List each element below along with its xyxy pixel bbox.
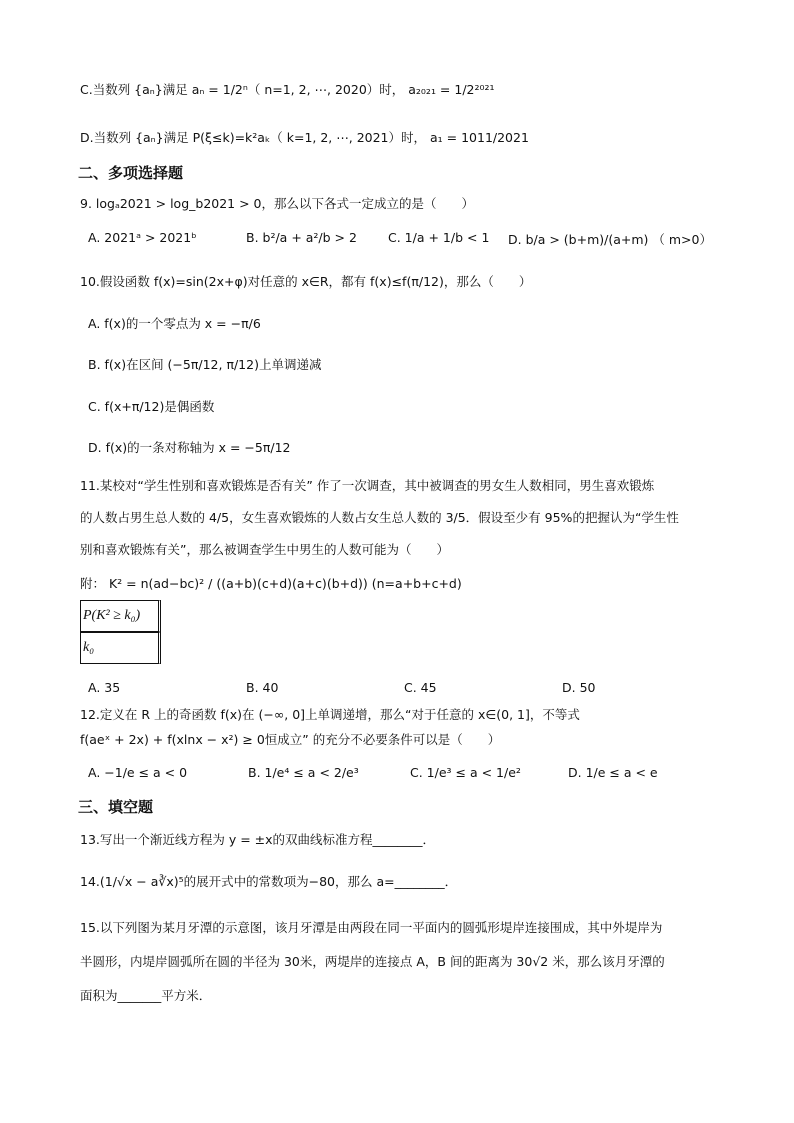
q8-c-text: C.当数列 {aₙ}满足 aₙ = 1/2ⁿ（ n=1, 2, ⋯, 2020）时， a₂₀₂₁ = 1/2²⁰²¹ [80,82,495,97]
q10-option-c: C. f(x+π/12)是偶函数 [88,399,215,414]
q10-stem: 10.假设函数 f(x)=sin(2x+φ)对任意的 x∈R，都有 f(x)≤f(π/12)，那么（ ） [80,274,532,289]
q11-line3: 别和喜欢锻炼有关”，那么被调查学生中男生的人数可能为（ ） [80,542,449,557]
q12-option-a: A. −1/e ≤ a < 0 [88,765,188,780]
q15-line2: 半圆形，内堤岸圆弧所在圆的半径为 30米，两堤岸的连接点 A，B 间的距离为 30√2 米，那么该月牙潭的 [80,954,665,969]
table-row-probability: P(K² ≥ k₀) [80,600,161,632]
q11-option-a: A. 35 [88,680,121,695]
q8-option-d [80,128,754,146]
q11-option-d: D. 50 [562,680,596,695]
q8-d-text: D.当数列 {aₙ}满足 P(ξ≤k)=k²aₖ（ k=1, 2, ⋯, 2021）时， a₁ = 1011/2021 [80,130,529,145]
q11-option-b: B. 40 [246,680,279,695]
q10-option-a: A. f(x)的一个零点为 x = −π/6 [88,316,261,331]
table-row-k0: k₀ [80,632,161,664]
q9-stem: 9. logₐ2021 > log_b2021 > 0，那么以下各式一定成立的是（ ） [80,196,475,211]
q11-line1: 11.某校对“学生性别和喜欢锻炼是否有关” 作了一次调查，其中被调查的男女生人数相同，男生喜欢锻炼 [80,478,655,493]
q13-text: 13.写出一个渐近线方程为 y = ±x的双曲线标准方程________． [80,832,436,847]
q12-line2: f(aeˣ + 2x) + f(xlnx − x²) ≥ 0恒成立” 的充分不必要条件可以是（ ） [80,732,501,747]
q9-option-c: C. 1/a + 1/b < 1 [388,230,490,245]
q9-option-a: A. 2021ᵃ > 2021ᵇ [88,230,197,245]
q12-option-d: D. 1/e ≤ a < e [568,765,658,780]
q11-appendix-formula: 附： K² = n(ad−bc)² / ((a+b)(c+d)(a+c)(b+d)) (n=a+b+c+d) [80,576,462,591]
critical-value-table [80,600,161,664]
q10-option-d: D. f(x)的一条对称轴为 x = −5π/12 [88,440,291,455]
q15-line1: 15.以下列图为某月牙潭的示意图，该月牙潭是由两段在同一平面内的圆弧形堤岸连接围成，其中外堤岸为 [80,920,663,935]
q8-option-c [80,80,754,98]
q11-option-c: C. 45 [404,680,437,695]
section-title-fill-in: 三、填空题 [78,798,154,816]
q15-line3: 面积为_______平方米． [80,988,212,1003]
q9-option-d: D. b/a > (b+m)/(a+m) （ m>0） [508,232,712,247]
q10-option-b: B. f(x)在区间 (−5π/12, π/12)上单调递减 [88,357,322,372]
q11-line2: 的人数占男生总人数的 4/5，女生喜欢锻炼的人数占女生总人数的 3/5．假设至少有 95%的把握认为“学生性 [80,510,679,525]
q12-line1: 12.定义在 R 上的奇函数 f(x)在 (−∞, 0]上单调递增，那么“对于任意的 x∈(0, 1]，不等式 [80,707,580,722]
section-title-multiple-choice: 二、多项选择题 [78,164,184,182]
q9-option-b: B. b²/a + a²/b > 2 [246,230,357,245]
q12-option-c: C. 1/e³ ≤ a < 1/e² [410,765,521,780]
q12-option-b: B. 1/e⁴ ≤ a < 2/e³ [248,765,359,780]
q14-text: 14.(1/√x − a∛x)⁵的展开式中的常数项为−80，那么 a=________． [80,874,458,889]
